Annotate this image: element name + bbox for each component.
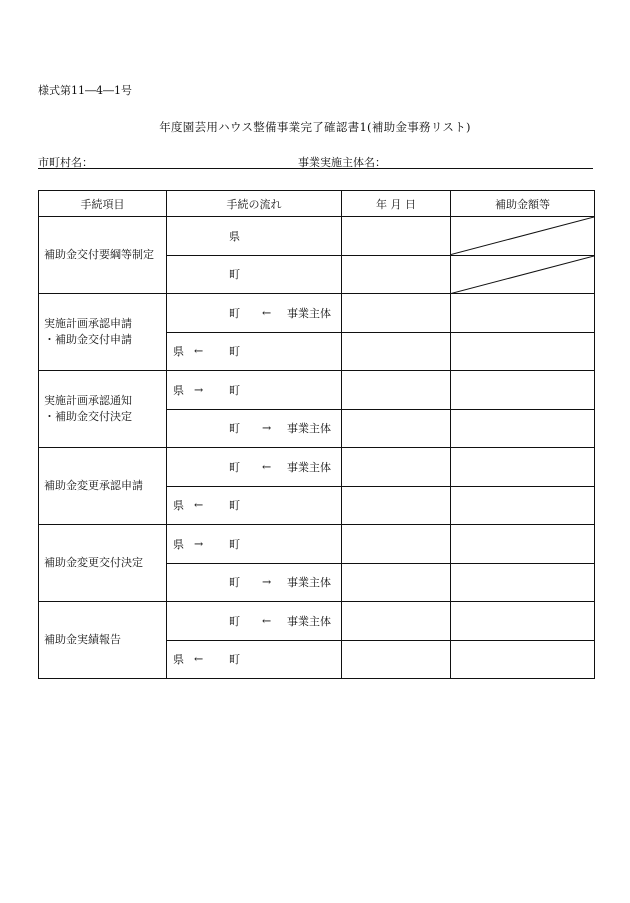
subsidy-amount-cell[interactable] bbox=[451, 448, 595, 487]
field-underline bbox=[38, 168, 593, 169]
subsidy-amount-cell[interactable] bbox=[451, 371, 595, 410]
procedure-item-label: 補助金交付要綱等制定 bbox=[44, 248, 154, 261]
procedure-table bbox=[38, 190, 595, 679]
procedure-item-label: 実施計画承認申請 bbox=[44, 317, 132, 330]
procedure-item-cell bbox=[39, 294, 167, 371]
flow-arrow: ← bbox=[194, 344, 204, 358]
header-procedure-item: 手続項目 bbox=[39, 191, 167, 217]
procedure-flow-cell bbox=[167, 640, 342, 679]
procedure-item-cell bbox=[39, 602, 167, 679]
form-number: 様式第11―4―1号 bbox=[38, 84, 132, 97]
flow-arrow: ← bbox=[262, 306, 272, 320]
flow-from: 町 bbox=[229, 422, 240, 436]
procedure-flow-cell bbox=[167, 294, 342, 333]
operator-field[interactable]: 事業実施主体名： bbox=[298, 156, 386, 169]
procedure-item-label: 補助金変更交付決定 bbox=[44, 556, 143, 569]
subsidy-amount-cell[interactable] bbox=[451, 563, 595, 602]
procedure-item-label: ・補助金交付申請 bbox=[44, 333, 132, 346]
procedure-flow-cell bbox=[167, 486, 342, 525]
date-cell[interactable] bbox=[342, 409, 451, 448]
table-row bbox=[39, 602, 595, 641]
procedure-item-cell bbox=[39, 448, 167, 525]
procedure-flow-cell bbox=[167, 371, 342, 410]
procedure-item-label: 実施計画承認通知 bbox=[44, 394, 132, 407]
flow-arrow: → bbox=[262, 575, 272, 589]
not-applicable-slash bbox=[451, 217, 594, 255]
date-cell[interactable] bbox=[342, 486, 451, 525]
subsidy-amount-cell[interactable] bbox=[451, 409, 595, 448]
procedure-item-label: 補助金変更承認申請 bbox=[44, 479, 143, 492]
subsidy-amount-cell[interactable] bbox=[451, 602, 595, 641]
flow-to: 事業主体 bbox=[287, 460, 331, 474]
date-cell[interactable] bbox=[342, 448, 451, 487]
flow-arrow: ← bbox=[194, 498, 204, 512]
municipality-field[interactable]: 市町村名： bbox=[38, 156, 93, 169]
procedure-item-label: ・補助金交付決定 bbox=[44, 410, 132, 423]
procedure-flow-cell bbox=[167, 409, 342, 448]
table-row bbox=[39, 294, 595, 333]
table-header-row bbox=[39, 191, 595, 217]
date-cell[interactable] bbox=[342, 640, 451, 679]
flow-to: 町 bbox=[229, 383, 240, 397]
header-subsidy-amount: 補助金額等 bbox=[451, 191, 595, 217]
flow-to: 町 bbox=[229, 345, 240, 359]
not-applicable-slash bbox=[451, 256, 594, 294]
flow-from: 町 bbox=[229, 576, 240, 590]
subsidy-amount-cell[interactable] bbox=[451, 640, 595, 679]
flow-from: 県 bbox=[173, 537, 184, 551]
flow-arrow: ← bbox=[262, 614, 272, 628]
procedure-flow-cell bbox=[167, 332, 342, 371]
flow-arrow: ← bbox=[262, 460, 272, 474]
date-cell[interactable] bbox=[342, 371, 451, 410]
date-cell[interactable] bbox=[342, 602, 451, 641]
date-cell[interactable] bbox=[342, 563, 451, 602]
date-cell[interactable] bbox=[342, 525, 451, 564]
subsidy-amount-cell[interactable] bbox=[451, 486, 595, 525]
flow-from: 県 bbox=[173, 499, 184, 513]
table-row bbox=[39, 371, 595, 410]
flow-to: 事業主体 bbox=[287, 576, 331, 590]
procedure-flow-cell bbox=[167, 563, 342, 602]
flow-from: 町 bbox=[229, 460, 240, 474]
document-title: 年度園芸用ハウス整備事業完了確認書1(補助金事務リスト) bbox=[159, 120, 471, 134]
header-procedure-flow: 手続の流れ bbox=[167, 191, 342, 217]
table-row bbox=[39, 525, 595, 564]
table-row bbox=[39, 448, 595, 487]
flow-from: 県 bbox=[229, 229, 240, 243]
header-date: 年 月 日 bbox=[342, 191, 451, 217]
subsidy-amount-cell[interactable] bbox=[451, 294, 595, 333]
flow-from: 県 bbox=[173, 345, 184, 359]
flow-from: 町 bbox=[229, 614, 240, 628]
flow-arrow: ← bbox=[194, 652, 204, 666]
procedure-item-cell bbox=[39, 525, 167, 602]
subsidy-amount-cell[interactable] bbox=[451, 525, 595, 564]
procedure-item-cell bbox=[39, 217, 167, 294]
flow-from: 県 bbox=[173, 653, 184, 667]
flow-to: 事業主体 bbox=[287, 306, 331, 320]
flow-from: 町 bbox=[229, 268, 240, 282]
flow-arrow: → bbox=[262, 421, 272, 435]
flow-to: 事業主体 bbox=[287, 614, 331, 628]
flow-arrow: → bbox=[194, 383, 204, 397]
subsidy-amount-cell[interactable] bbox=[451, 332, 595, 371]
flow-to: 町 bbox=[229, 499, 240, 513]
subsidy-amount-cell bbox=[451, 217, 595, 256]
flow-arrow: → bbox=[194, 537, 204, 551]
procedure-flow-cell bbox=[167, 448, 342, 487]
table-row bbox=[39, 217, 595, 256]
procedure-item-label: 補助金実績報告 bbox=[44, 633, 121, 646]
procedure-flow-cell bbox=[167, 255, 342, 294]
procedure-flow-cell bbox=[167, 602, 342, 641]
flow-to: 町 bbox=[229, 653, 240, 667]
procedure-flow-cell bbox=[167, 525, 342, 564]
flow-to: 町 bbox=[229, 537, 240, 551]
flow-to: 事業主体 bbox=[287, 422, 331, 436]
date-cell[interactable] bbox=[342, 332, 451, 371]
subsidy-amount-cell bbox=[451, 255, 595, 294]
date-cell[interactable] bbox=[342, 217, 451, 256]
date-cell[interactable] bbox=[342, 255, 451, 294]
flow-from: 町 bbox=[229, 306, 240, 320]
procedure-item-cell bbox=[39, 371, 167, 448]
flow-from: 県 bbox=[173, 383, 184, 397]
date-cell[interactable] bbox=[342, 294, 451, 333]
procedure-flow-cell bbox=[167, 217, 342, 256]
